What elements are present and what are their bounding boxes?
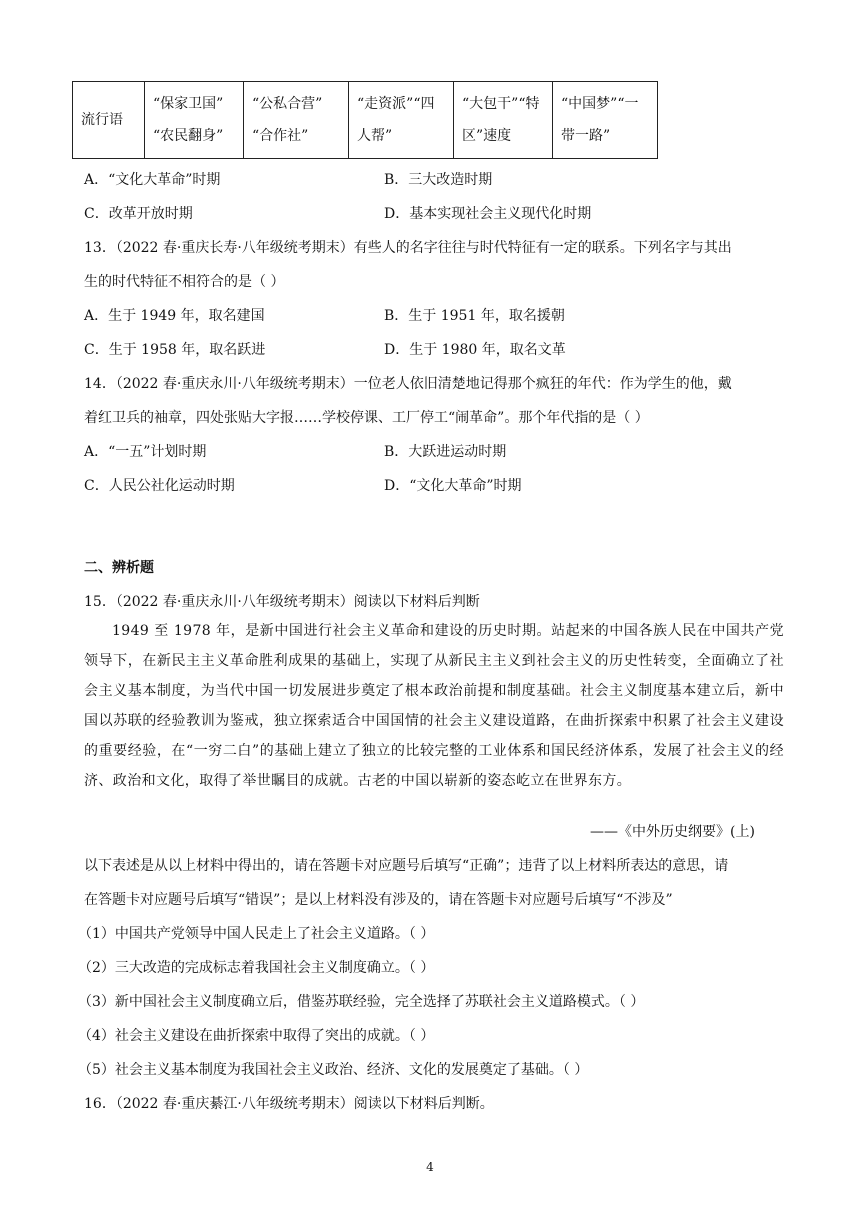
table-cell: “公私合营” “合作社”	[244, 82, 349, 159]
q14-option-d: D．“文化大革命”时期	[384, 478, 522, 494]
q15-header: 15．（2022 春·重庆永川·八年级统考期末）阅读以下材料后判断	[84, 594, 480, 610]
q15-item-5: （5）社会主义基本制度为我国社会主义政治、经济、文化的发展奠定了基础。（ ）	[78, 1062, 589, 1078]
q12-option-a: A．“文化大革命”时期	[84, 172, 221, 188]
table-row	[73, 82, 658, 159]
q13-option-d: D．生于 1980 年，取名文革	[384, 342, 566, 358]
q13-option-b: B．生于 1951 年，取名援朝	[384, 308, 565, 324]
q13-stem-line1: 13．（2022 春·重庆长寿·八年级统考期末）有些人的名字往往与时代特征有一定的联系。下列名字与其出	[84, 240, 732, 256]
section-title: 二、辨析题	[84, 560, 154, 576]
table-row-label: 流行语	[73, 82, 145, 159]
table-cell: “中国梦”“一 带一路”	[553, 82, 658, 159]
q13-stem-line2: 生的时代特征不相符合的是（ ）	[84, 274, 285, 290]
q13-option-a: A．生于 1949 年，取名建国	[84, 308, 265, 324]
q14-option-b: B．大跃进运动时期	[384, 444, 507, 460]
q15-item-2: （2）三大改造的完成标志着我国社会主义制度确立。（ ）	[78, 960, 435, 976]
q12-option-d: D．基本实现社会主义现代化时期	[384, 206, 592, 222]
q15-item-3: （3）新中国社会主义制度确立后，借鉴苏联经验，完全选择了苏联社会主义道路模式。（ ）	[78, 994, 645, 1010]
page-number: 4	[426, 1160, 434, 1174]
q15-instruction-line2: 在答题卡对应题号后填写“错误”；是以上材料没有涉及的，请在答题卡对应题号后填写“不涉及”	[84, 892, 673, 908]
q14-option-c: C．人民公社化运动时期	[84, 478, 235, 494]
q15-instruction-line1: 以下表述是从以上材料中得出的，请在答题卡对应题号后填写“正确”；违背了以上材料所表达的意思，请	[84, 858, 729, 874]
q13-option-c: C．生于 1958 年，取名跃进	[84, 342, 266, 358]
q15-material	[84, 616, 784, 796]
q16-header: 16．（2022 春·重庆綦江·八年级统考期末）阅读以下材料后判断。	[84, 1096, 494, 1112]
q14-option-a: A．“一五”计划时期	[84, 444, 207, 460]
q15-source: ——《中外历史纲要》(上)	[590, 824, 755, 840]
q15-item-1: （1）中国共产党领导中国人民走上了社会主义道路。（ ）	[78, 926, 435, 942]
popular-phrases-table	[72, 81, 658, 159]
q14-stem-line2: 着红卫兵的袖章，四处张贴大字报……学校停课、工厂停工“闹革命”。那个年代指的是（ ）	[84, 410, 649, 426]
q15-item-4: （4）社会主义建设在曲折探索中取得了突出的成就。（ ）	[78, 1028, 435, 1044]
table-cell: “大包干”“特 区”速度	[454, 82, 553, 159]
q12-option-b: B．三大改造时期	[384, 172, 493, 188]
q14-stem-line1: 14．（2022 春·重庆永川·八年级统考期末）一位老人依旧清楚地记得那个疯狂的年代：作为学生的他，戴	[84, 376, 732, 392]
q12-option-c: C．改革开放时期	[84, 206, 193, 222]
table-cell: “走资派”“四 人帮”	[349, 82, 454, 159]
q15-material-text: 1949 至 1978 年，是新中国进行社会主义革命和建设的历史时期。站起来的中国各族人民在中国共产党领导下，在新民主主义革命胜利成果的基础上，实现了从新民主主义到社会主义的历史性转变，全面确立了社会主义基本制度，为当代中国一切发展进步奠定了根本政治前提和制度基础。社会主义制度基本建立后，新中国以苏联的经验教训为鉴戒，独立探索适合中国国情的社会主义建设道路，在曲折探索中积累了社会主义建设的重要经验，在“一穷二白”的基础上建立了独立的比较完整的工业体系和国民经济体系，发展了社会主义的经济、政治和文化，取得了举世瞩目的成就。古老的中国以崭新的姿态屹立在世界东方。	[84, 623, 784, 789]
table-cell: “保家卫国” “农民翻身”	[145, 82, 244, 159]
